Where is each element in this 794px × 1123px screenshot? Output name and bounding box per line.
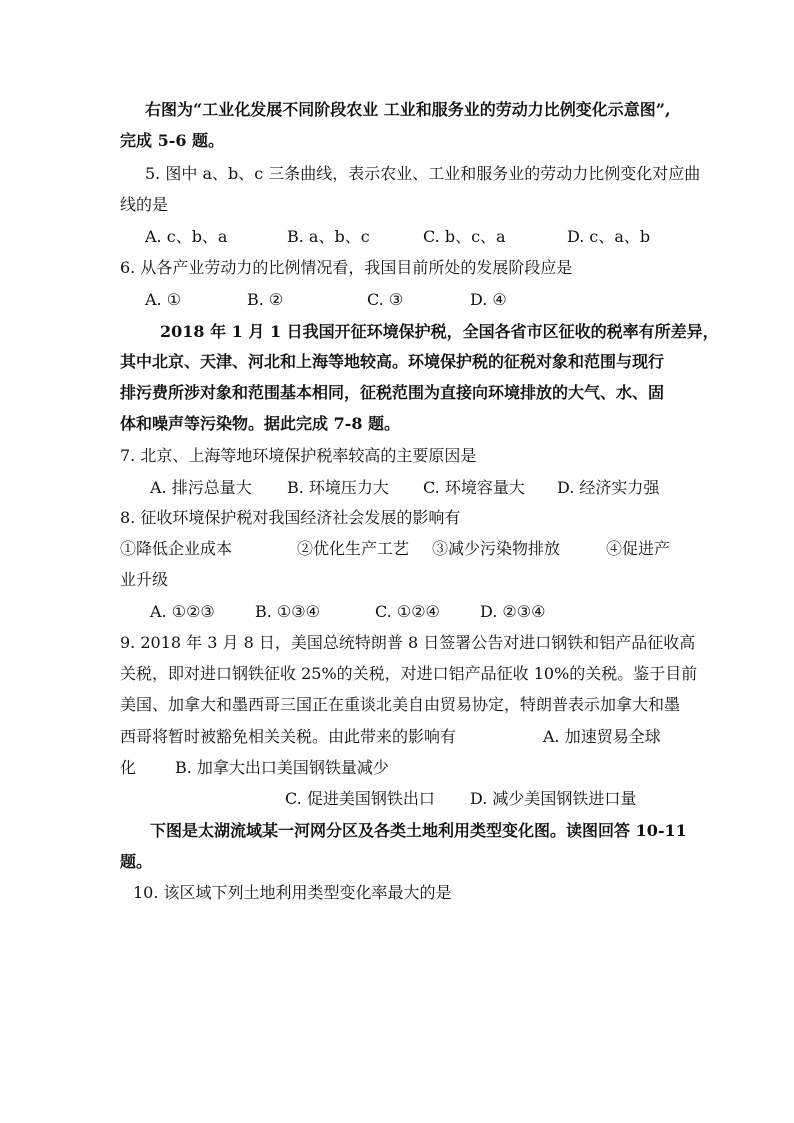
q8-item-4-cont: 业升级 [120, 570, 169, 589]
intro3-line1: 下图是太湖流域某一河网分区及各类土地利用类型变化图。读图回答 10-11 [150, 821, 687, 840]
q8-item-1: ①降低企业成本 [120, 539, 233, 558]
intro2-line1: 2018 年 1 月 1 日我国开征环境保护税，全国各省市区征收的税率有所差异， [160, 322, 719, 341]
q7-stem: 7. 北京、上海等地环境保护税率较高的主要原因是 [120, 446, 477, 465]
q5-option-b: B. a、b、c [287, 227, 370, 246]
q5-option-d: D. c、a、b [567, 227, 651, 246]
q5-option-c: C. b、c、a [423, 227, 506, 246]
q8-option-c: C. ①②④ [375, 602, 440, 621]
q8-item-4: ④促进产 [606, 539, 671, 558]
q7-option-b: B. 环境压力大 [287, 478, 389, 497]
q8-item-3: ③减少污染物排放 [432, 539, 561, 558]
q6-option-d: D. ④ [470, 290, 507, 309]
q6-option-c: C. ③ [367, 290, 404, 309]
q5-line1: 5. 图中 a、b、c 三条曲线，表示农业、工业和服务业的劳动力比例变化对应曲 [145, 164, 701, 183]
q6-stem: 6. 从各产业劳动力的比例情况看，我国目前所处的发展阶段应是 [120, 258, 573, 277]
q7-option-c: C. 环境容量大 [423, 478, 525, 497]
q9-line3: 美国、加拿大和墨西哥三国正在重谈北美自由贸易协定，特朗普表示加拿大和墨 [120, 695, 681, 714]
q10-stem: 10. 该区域下列土地利用类型变化率最大的是 [133, 883, 452, 902]
intro1-line2: 完成 5-6 题。 [120, 131, 225, 150]
q8-option-b: B. ①③④ [255, 602, 320, 621]
q9-option-a-part2: 化 [120, 758, 137, 777]
q9-option-c: C. 促进美国钢铁出口 [285, 789, 435, 808]
intro2-line2: 其中北京、天津、河北和上海等地较高。环境保护税的征税对象和范围与现行 [120, 352, 665, 371]
q8-option-d: D. ②③④ [480, 602, 546, 621]
q7-option-a: A. 排污总量大 [150, 478, 252, 497]
q9-option-b: B. 加拿大出口美国钢铁量减少 [175, 758, 389, 777]
q8-item-2: ②优化生产工艺 [297, 539, 410, 558]
intro2-line4: 体和噪声等污染物。据此完成 7-8 题。 [120, 414, 401, 433]
intro2-line3: 排污费所涉对象和范围基本相同，征税范围为直接向环境排放的大气、水、固 [120, 383, 665, 402]
q5-option-a: A. c、b、a [145, 227, 228, 246]
q9-line4: 西哥将暂时被豁免相关关税。由此带来的影响有 [120, 727, 457, 746]
q7-option-d: D. 经济实力强 [557, 478, 660, 497]
q9-line1: 9. 2018 年 3 月 8 日，美国总统特朗普 8 日签署公告对进口钢铁和铝产品征收高 [120, 633, 696, 652]
q9-line2: 关税，即对进口钢铁征收 25%的关税，对进口铝产品征收 10%的关税。鉴于目前 [120, 664, 698, 683]
intro1-line1: 右图为“工业化发展不同阶段农业 工业和服务业的劳动力比例变化示意图”, [145, 100, 671, 119]
q8-stem: 8. 征收环境保护税对我国经济社会发展的影响有 [120, 508, 461, 527]
q9-option-a-part1: A. 加速贸易全球 [543, 727, 661, 746]
q6-option-b: B. ② [247, 290, 284, 309]
q6-option-a: A. ① [145, 290, 182, 309]
q9-option-d: D. 减少美国钢铁进口量 [470, 789, 637, 808]
q5-line2: 线的是 [120, 195, 169, 214]
intro3-line2: 题。 [120, 852, 153, 871]
q8-option-a: A. ①②③ [150, 602, 215, 621]
